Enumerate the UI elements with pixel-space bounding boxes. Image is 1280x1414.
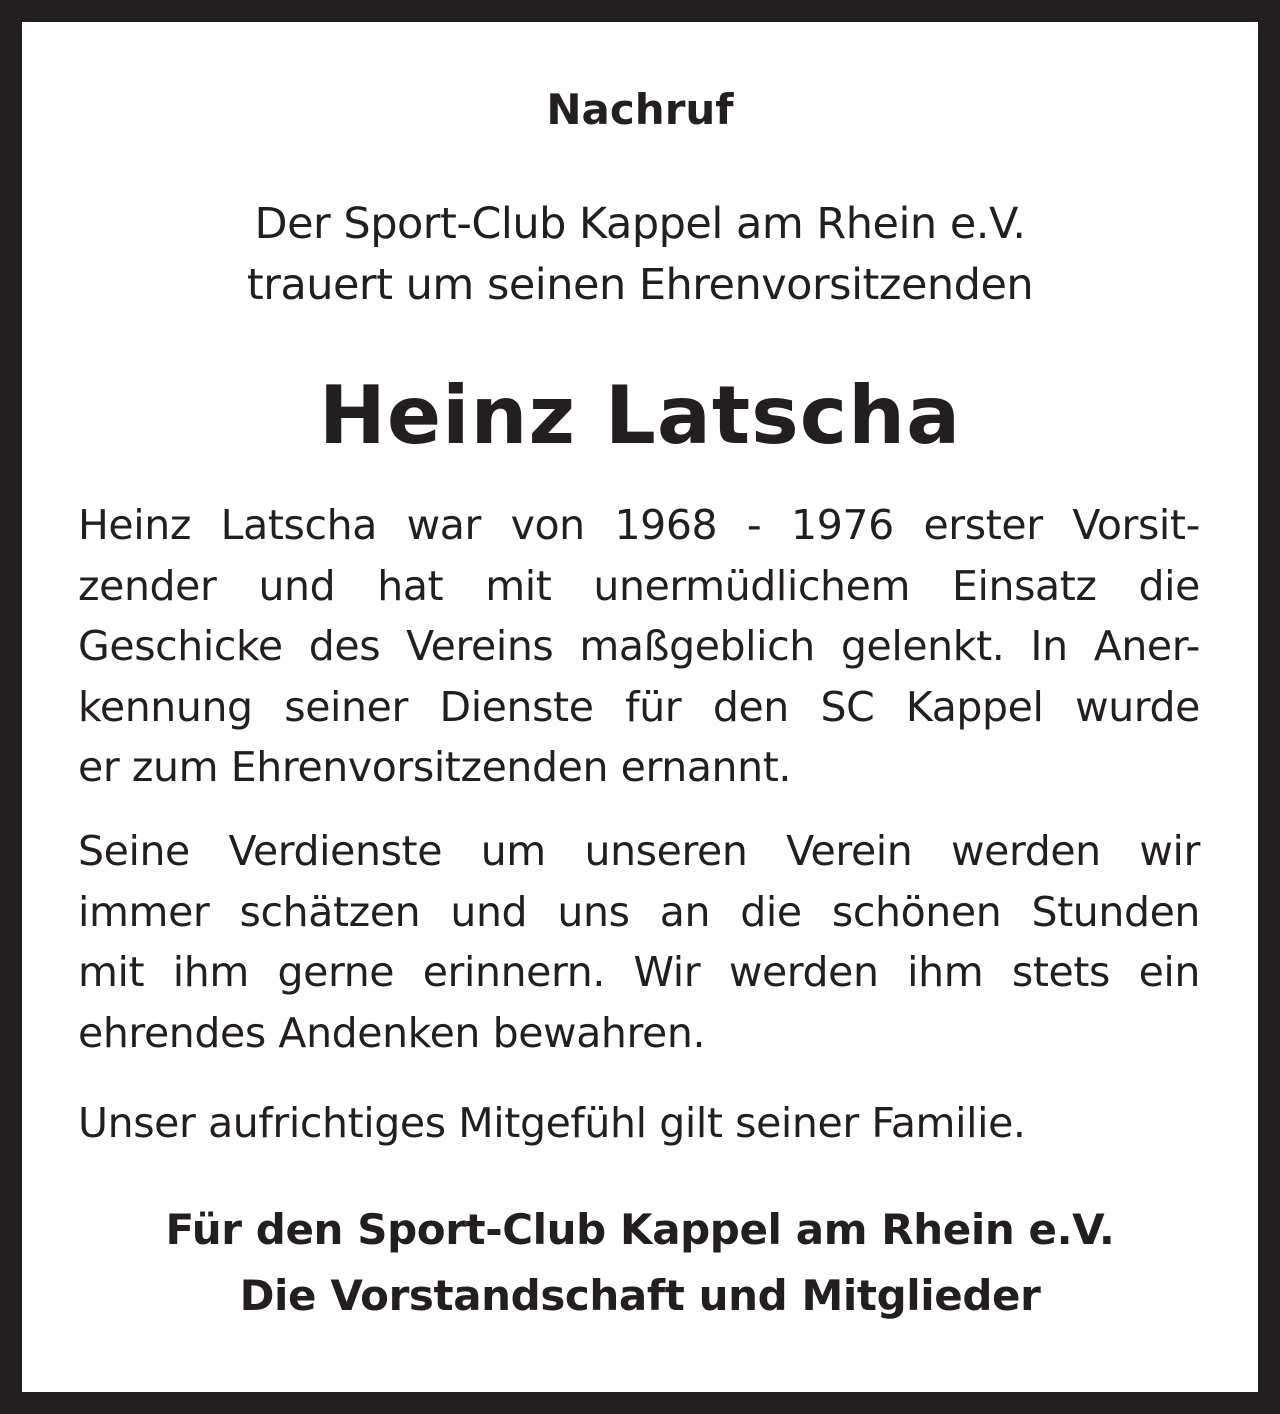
intro-line: Der Sport-Club Kappel am Rhein e.V.: [254, 199, 1026, 249]
paragraph-line: mit ihm gerne erinnern. Wir werden ihm stets ein: [78, 948, 1200, 996]
deceased-name: Heinz Latscha: [318, 369, 962, 462]
paragraph-line: Seine Verdienste um unseren Verein werden wir: [78, 827, 1200, 875]
paragraph-line: ehrendes Andenken bewahren.: [78, 1008, 706, 1057]
signature-block: [22, 1197, 1258, 1329]
paragraph-line: immer schätzen und uns an die schönen Stunden: [78, 887, 1200, 936]
paragraph-line: er zum Ehrenvorsitzenden ernannt.: [78, 743, 792, 791]
paragraph-condolence: Unser aufrichtiges Mitgefühl gilt seiner Familie.: [78, 1099, 1026, 1147]
signature-line: Für den Sport-Club Kappel am Rhein e.V.: [165, 1205, 1115, 1254]
signature-line: Die Vorstandschaft und Mitglieder: [239, 1271, 1041, 1320]
paragraph-line: zender und hat mit unermüdlichem Einsatz die: [78, 561, 1200, 610]
intro-text: [22, 194, 1258, 316]
notice-heading: Nachruf: [546, 85, 734, 134]
paragraph-line: Heinz Latscha war von 1968 - 1976 erster Vorsit-: [78, 501, 1200, 549]
intro-line: trauert um seinen Ehrenvorsitzenden: [246, 260, 1034, 310]
paragraph-tribute: [78, 821, 1200, 1063]
paragraph-biography: [78, 495, 1200, 798]
paragraph-line: Geschicke des Vereins maßgeblich gelenkt. In Aner-: [78, 622, 1200, 670]
paragraph-line: kennung seiner Dienste für den SC Kappel wurde: [78, 682, 1200, 731]
